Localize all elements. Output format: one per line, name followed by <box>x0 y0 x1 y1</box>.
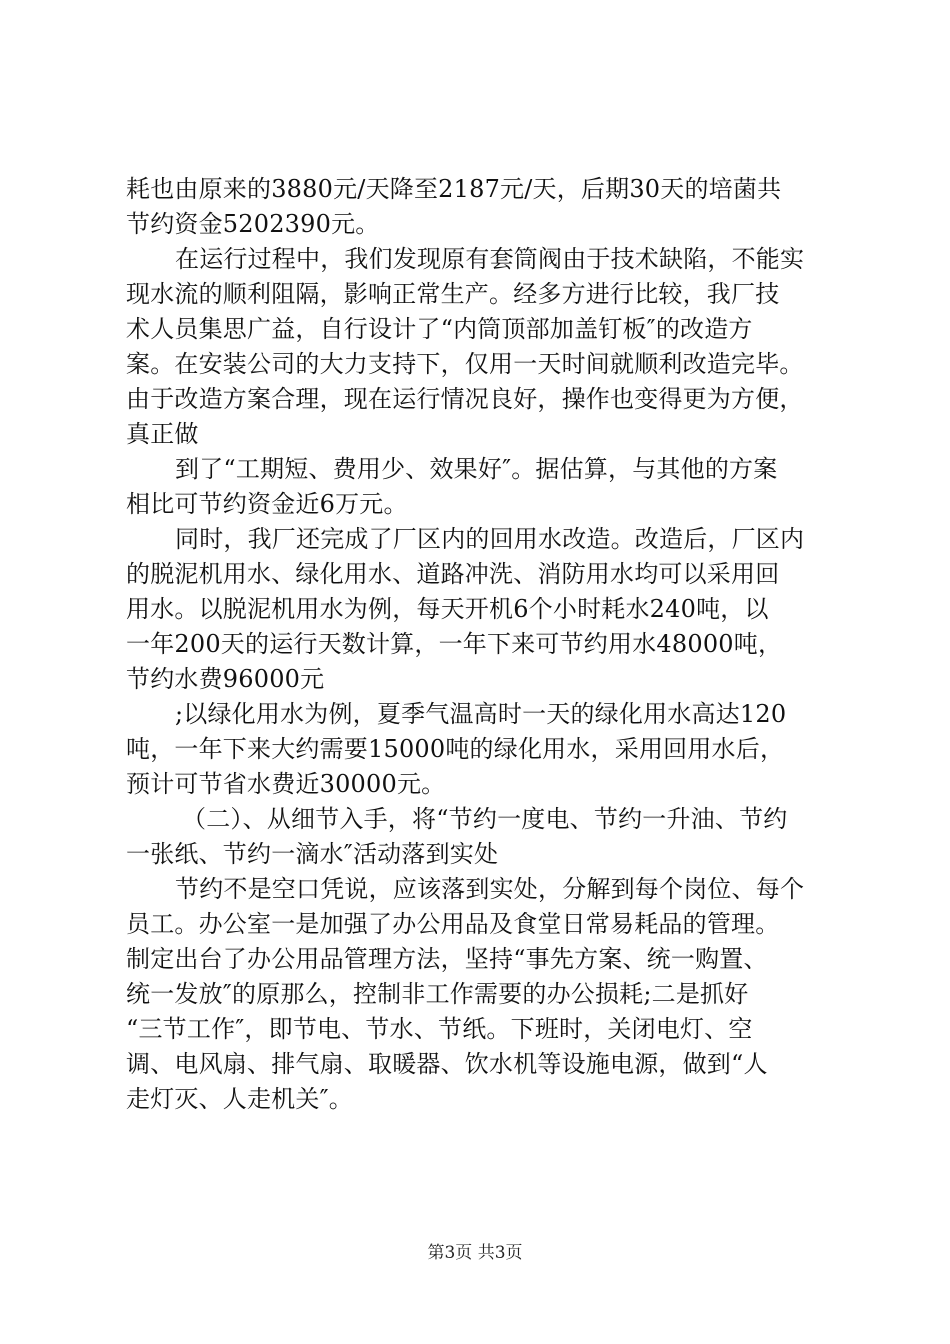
text-line: 节约水费96000元 <box>126 665 325 693</box>
text-line: 术人员集思广益，自行设计了“内筒顶部加盖钉板″的改造方 <box>126 315 753 343</box>
text-line: 制定出台了办公用品管理方法，坚持“事先方案、统一购置、 <box>126 945 768 973</box>
text-line: 现水流的顺利阻隔，影响正常生产。经多方进行比较，我厂技 <box>126 280 780 308</box>
paragraph-first-line: 节约不是空口凭说，应该落到实处，分解到每个岗位、每个 <box>175 875 805 903</box>
text-line: 吨，一年下来大约需要15000吨的绿化用水，采用回用水后， <box>126 735 785 763</box>
text-line: 用水。以脱泥机用水为例，每天开机6个小时耗水240吨，以 <box>126 595 769 623</box>
text-line: 相比可节约资金近6万元。 <box>126 490 408 518</box>
text-line: 一年200天的运行天数计算，一年下来可节约用水48000吨， <box>126 630 783 658</box>
document-body <box>126 172 846 1117</box>
text-line: 真正做 <box>126 420 199 448</box>
page-footer: 第3页 共3页 <box>427 1243 523 1263</box>
text-line: 由于改造方案合理，现在运行情况良好，操作也变得更为方便， <box>126 385 804 413</box>
text-line: 预计可节省水费近30000元。 <box>126 770 446 798</box>
text-line: 节约资金5202390元。 <box>126 210 380 238</box>
text-line: 走灯灭、人走机关″。 <box>126 1085 353 1113</box>
text-line: 案。在安装公司的大力支持下，仅用一天时间就顺利改造完毕。 <box>126 350 804 378</box>
paragraph-first-line: 到了“工期短、费用少、效果好″。据估算，与其他的方案 <box>175 455 778 483</box>
paragraph-first-line: 同时，我厂还完成了厂区内的回用水改造。改造后，厂区内 <box>175 525 805 553</box>
section-heading: （二）、从细节入手，将“节约一度电、节约一升油、节约 <box>182 805 788 833</box>
text-line: “三节工作″，即节电、节水、节纸。下班时，关闭电灯、空 <box>126 1015 753 1043</box>
text-line: 的脱泥机用水、绿化用水、道路冲洗、消防用水均可以采用回 <box>126 560 780 588</box>
paragraph-first-line: 在运行过程中，我们发现原有套筒阀由于技术缺陷，不能实 <box>175 245 805 273</box>
text-line: 员工。办公室一是加强了办公用品及食堂日常易耗品的管理。 <box>126 910 780 938</box>
text-line: 耗也由原来的3880元/天降至2187元/天，后期30天的培菌共 <box>126 175 782 203</box>
section-heading-continued: 一张纸、节约一滴水″活动落到实处 <box>126 840 499 868</box>
paragraph-first-line: ;以绿化用水为例，夏季气温高时一天的绿化用水高达120 <box>175 700 787 728</box>
text-line: 统一发放″的原那么，控制非工作需要的办公损耗;二是抓好 <box>126 980 749 1008</box>
text-line: 调、电风扇、排气扇、取暖器、饮水机等设施电源，做到“人 <box>126 1050 768 1078</box>
